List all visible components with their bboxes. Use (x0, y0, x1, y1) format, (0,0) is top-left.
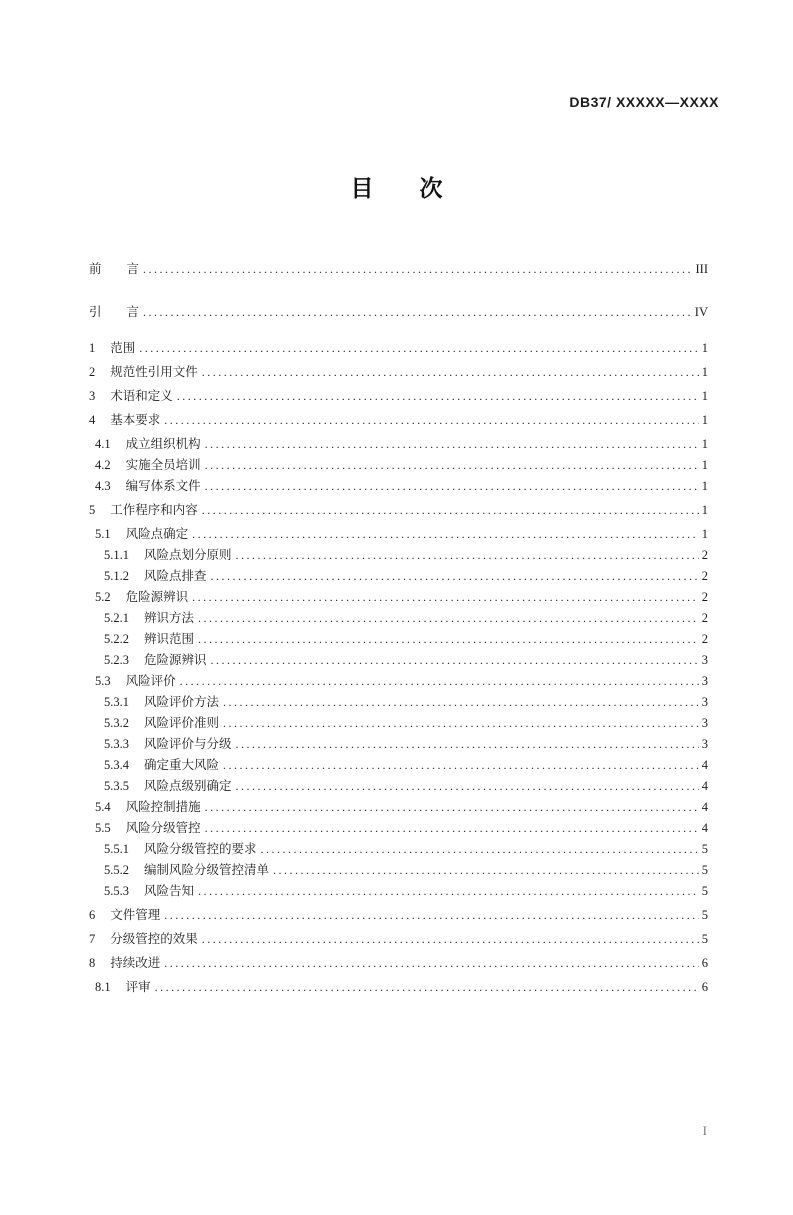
toc-entry (89, 500, 708, 521)
toc-entry-page: 1 (701, 458, 708, 472)
toc-entry (89, 362, 708, 383)
toc-entry (89, 905, 708, 926)
toc-entry-title: 风险告知 (144, 884, 195, 898)
toc-entry (89, 650, 708, 671)
toc-entry-title: 持续改进 (110, 956, 161, 970)
toc-entry (89, 953, 708, 974)
toc-entry (89, 524, 708, 545)
toc-entry-page: 2 (701, 632, 708, 646)
toc-entry (89, 818, 708, 839)
toc-entry-title: 编写体系文件 (125, 479, 201, 493)
toc-entry-title: 实施全员培训 (125, 458, 201, 472)
toc-entry-number: 5.2.3 (104, 653, 129, 667)
toc-entry-title: 风险分级管控 (125, 821, 201, 835)
footer-page-number: I (702, 1123, 707, 1138)
toc-entry-title: 风险评价方法 (144, 695, 220, 709)
toc-entry (89, 476, 708, 497)
toc-entry-title: 风险评价与分级 (144, 737, 232, 751)
dot-leader (192, 587, 699, 608)
toc-entry-page: 3 (701, 674, 708, 688)
toc-entry (89, 410, 708, 431)
toc-entry-number: 5.3.4 (104, 758, 129, 772)
toc-entry-title: 辨识范围 (144, 632, 195, 646)
dot-leader (164, 410, 698, 431)
dot-leader (205, 818, 699, 839)
dot-leader (202, 362, 699, 383)
toc-entry (89, 776, 708, 797)
toc-entry-page: 5 (701, 908, 708, 922)
toc-entry-title: 规范性引用文件 (110, 365, 198, 379)
toc-entry-number: 8 (89, 956, 96, 970)
toc-entry-title: 风险点级别确定 (144, 779, 232, 793)
toc-entry-title: 分级管控的效果 (110, 932, 198, 946)
toc-entry (89, 338, 708, 359)
toc-entry-page: 1 (701, 437, 708, 451)
toc-entry (89, 259, 708, 280)
toc-entry-page: 6 (701, 956, 708, 970)
toc-entry-page: 2 (701, 590, 708, 604)
dot-leader (164, 953, 698, 974)
toc-entry (89, 929, 708, 950)
toc-entry-number: 5.4 (95, 800, 111, 814)
toc-entry-page: III (695, 262, 708, 276)
toc-entry (89, 860, 708, 881)
toc-entry-page: 5 (701, 863, 708, 877)
toc-entry-page: 2 (701, 569, 708, 583)
dot-leader (211, 650, 699, 671)
dot-leader (211, 566, 699, 587)
toc-entry-number: 1 (89, 341, 96, 355)
dot-leader (164, 905, 698, 926)
doc-code: DB37/ XXXXX—XXXX (569, 94, 719, 110)
dot-leader (192, 524, 699, 545)
toc-entry-page: 3 (701, 716, 708, 730)
dot-leader (143, 302, 692, 323)
toc-entry-number: 4.2 (95, 458, 111, 472)
dot-leader (155, 977, 699, 998)
toc-entry-number: 5.2 (95, 590, 111, 604)
dot-leader (236, 545, 699, 566)
toc-entry-number: 5.3 (95, 674, 111, 688)
toc-entry (89, 839, 708, 860)
dot-leader (236, 734, 699, 755)
page-title: 目 次 (350, 175, 443, 201)
toc-entry-title: 风险点确定 (125, 527, 189, 541)
toc-entry-number: 5.5.2 (104, 863, 129, 877)
toc-entry (89, 545, 708, 566)
toc-entry-page: 4 (701, 758, 708, 772)
toc-entry-title: 文件管理 (110, 908, 161, 922)
dot-leader (205, 797, 699, 818)
toc-entry-page: 5 (701, 884, 708, 898)
dot-leader (143, 259, 692, 280)
toc-entry-page: 1 (701, 365, 708, 379)
toc-entry-number: 5.5.3 (104, 884, 129, 898)
dot-leader (236, 776, 699, 797)
toc-entry (89, 608, 708, 629)
toc-entry (89, 977, 708, 998)
toc-entry-number: 5.3.2 (104, 716, 129, 730)
toc-entry-page: 2 (701, 611, 708, 625)
dot-leader (177, 386, 699, 407)
dot-leader (261, 839, 699, 860)
toc-entry-page: 3 (701, 653, 708, 667)
toc-entry-title: 确定重大风险 (144, 758, 220, 772)
toc-entry-title: 风险评价 (125, 674, 176, 688)
toc-entry-number: 7 (89, 932, 96, 946)
dot-leader (205, 455, 699, 476)
document-page (0, 93, 793, 1138)
toc-entry-title: 前 言 (89, 262, 140, 276)
toc-entry (89, 713, 708, 734)
toc-entry-title: 工作程序和内容 (110, 503, 198, 517)
toc-entry (89, 734, 708, 755)
toc-entry-title: 风险评价准则 (144, 716, 220, 730)
toc-entry-number: 5.5.1 (104, 842, 129, 856)
toc-entry-title: 危险源辨识 (125, 590, 189, 604)
toc-entry-page: 1 (701, 503, 708, 517)
dot-leader (139, 338, 698, 359)
toc-entry-number: 5.1.1 (104, 548, 129, 562)
toc-entry-number: 5.2.2 (104, 632, 129, 646)
toc-entry-number: 6 (89, 908, 96, 922)
toc-entry-title: 风险点排查 (144, 569, 207, 583)
toc-entry-page: 6 (701, 980, 708, 994)
toc-entry-number: 8.1 (95, 980, 111, 994)
dot-leader (202, 500, 699, 521)
dot-leader (205, 476, 699, 497)
toc-entry-number: 2 (89, 365, 96, 379)
toc-list (89, 259, 708, 998)
toc-entry (89, 566, 708, 587)
toc-entry (89, 455, 708, 476)
toc-entry (89, 692, 708, 713)
toc-entry (89, 671, 708, 692)
toc-entry-title: 风险控制措施 (125, 800, 201, 814)
toc-entry-number: 3 (89, 389, 96, 403)
toc-entry-page: 1 (701, 389, 708, 403)
toc-entry-page: 4 (701, 779, 708, 793)
toc-entry-title: 危险源辨识 (144, 653, 207, 667)
toc-entry-number: 5.5 (95, 821, 111, 835)
toc-entry-page: 1 (701, 413, 708, 427)
toc-entry-title: 引 言 (89, 305, 140, 319)
toc-entry-number: 4.1 (95, 437, 111, 451)
toc-entry-page: 1 (701, 341, 708, 355)
dot-leader (180, 671, 699, 692)
toc-entry-number: 5.1 (95, 527, 111, 541)
toc-entry-title: 编制风险分级管控清单 (144, 863, 270, 877)
toc-entry-page: 1 (701, 479, 708, 493)
dot-leader (273, 860, 699, 881)
toc-entry (89, 587, 708, 608)
toc-entry-page: 1 (701, 527, 708, 541)
dot-leader (198, 881, 699, 902)
toc-entry (89, 629, 708, 650)
toc-entry-number: 4.3 (95, 479, 111, 493)
toc-entry (89, 881, 708, 902)
toc-entry-title: 风险分级管控的要求 (144, 842, 257, 856)
dot-leader (223, 755, 699, 776)
toc-entry-title: 成立组织机构 (125, 437, 201, 451)
toc-entry-number: 4 (89, 413, 96, 427)
toc-entry-number: 5 (89, 503, 96, 517)
toc-entry-page: 3 (701, 737, 708, 751)
toc-entry-number: 5.3.5 (104, 779, 129, 793)
toc-entry-page: 3 (701, 695, 708, 709)
toc-entry-number: 5.3.1 (104, 695, 129, 709)
toc-entry-title: 范围 (110, 341, 136, 355)
dot-leader (202, 929, 699, 950)
toc-entry-title: 风险点划分原则 (144, 548, 232, 562)
toc-entry (89, 434, 708, 455)
toc-entry-title: 基本要求 (110, 413, 161, 427)
toc-entry (89, 755, 708, 776)
toc-entry-number: 5.2.1 (104, 611, 129, 625)
toc-entry (89, 302, 708, 323)
toc-entry-page: 4 (701, 800, 708, 814)
toc-entry-page: IV (694, 305, 708, 319)
toc-entry-number: 5.1.2 (104, 569, 129, 583)
toc-entry-page: 2 (701, 548, 708, 562)
toc-entry-page: 4 (701, 821, 708, 835)
toc-entry-page: 5 (701, 932, 708, 946)
toc-entry-title: 辨识方法 (144, 611, 195, 625)
dot-leader (198, 608, 699, 629)
dot-leader (223, 713, 699, 734)
toc-entry-title: 术语和定义 (110, 389, 173, 403)
toc-entry (89, 797, 708, 818)
toc-entry-title: 评审 (125, 980, 151, 994)
dot-leader (205, 434, 699, 455)
dot-leader (223, 692, 699, 713)
dot-leader (198, 629, 699, 650)
toc-entry-number: 5.3.3 (104, 737, 129, 751)
toc-entry (89, 386, 708, 407)
toc-entry-page: 5 (701, 842, 708, 856)
